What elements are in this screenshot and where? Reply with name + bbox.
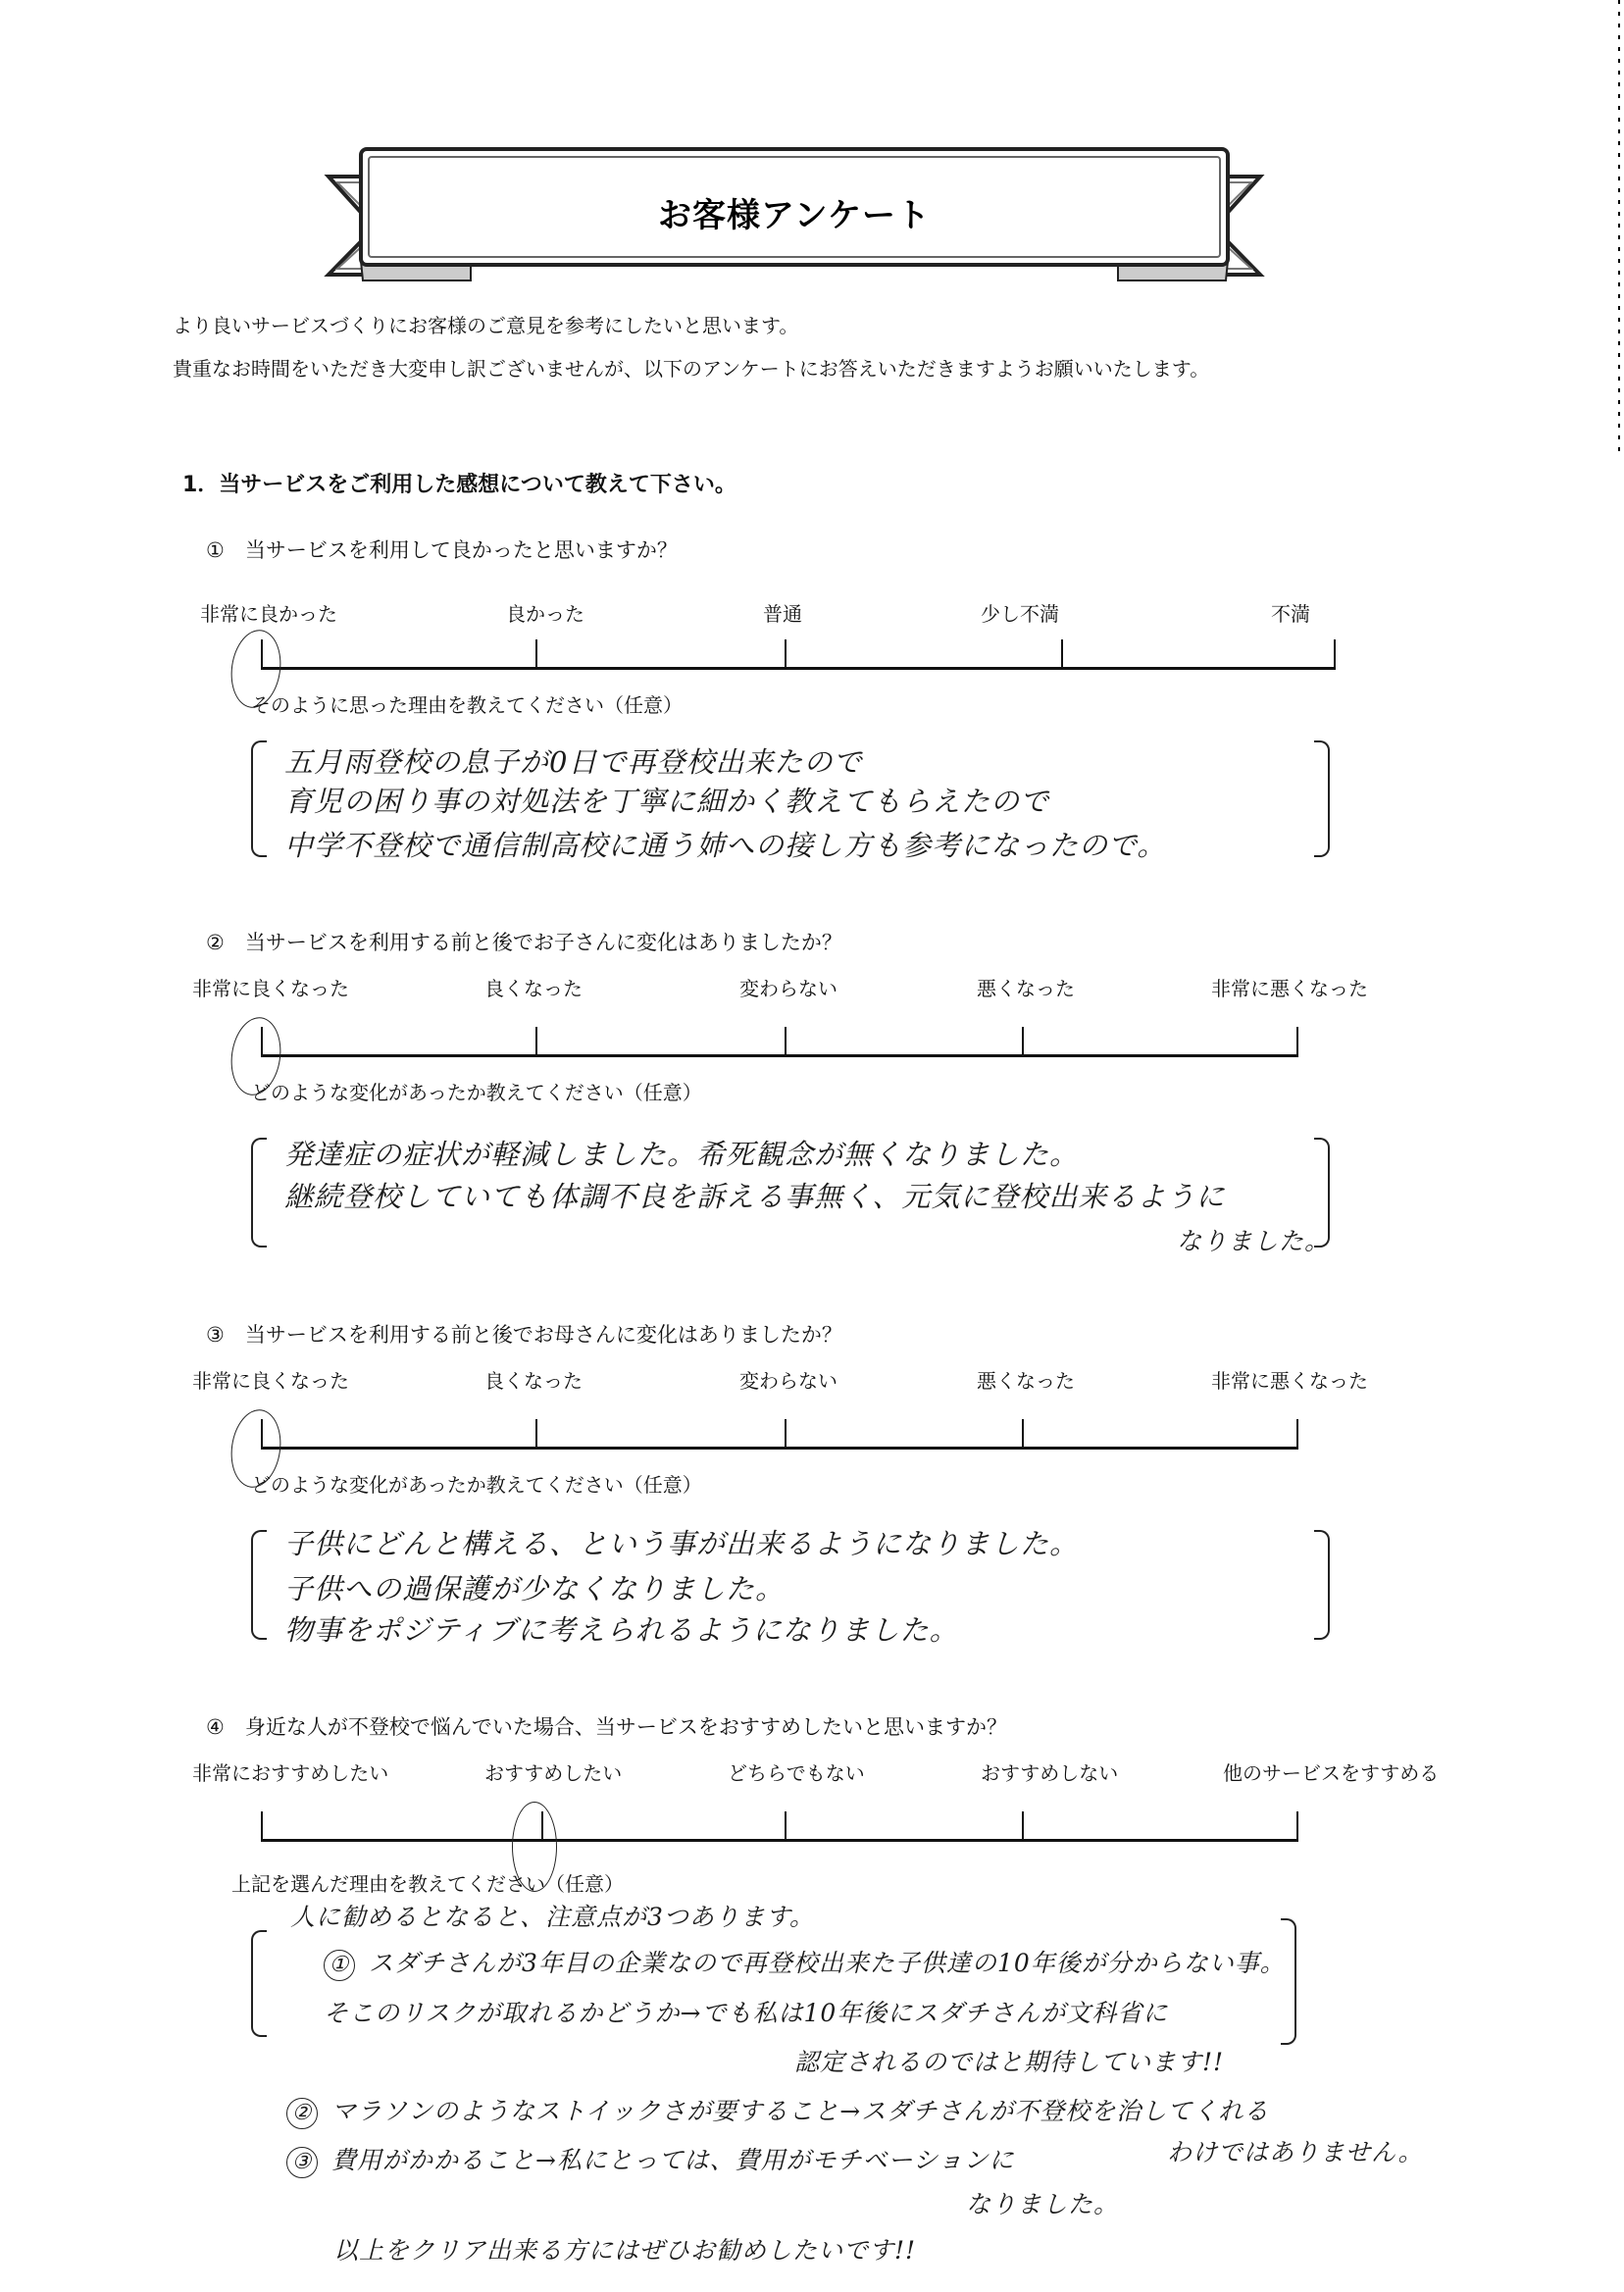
scale-tick[interactable] [1022, 1419, 1024, 1447]
comment-bracket-left [251, 1530, 267, 1640]
scale-tick[interactable] [535, 1027, 537, 1054]
handwritten-answer-text: スダチさんが3年目の企業なので再登校出来た子供達の10年後が分からない事。 [369, 1949, 1286, 1977]
scale-tick[interactable] [785, 1027, 787, 1054]
scale-tick[interactable] [261, 1811, 263, 1839]
scale-option-label[interactable]: 他のサービスをすすめる [1223, 1761, 1440, 1785]
scale-option-label[interactable]: 少し不満 [981, 602, 1059, 626]
handwritten-answer-text: そこのリスクが取れるかどうか→でも私は10年後にスダチさんが文科省に [324, 1999, 1169, 2027]
handwritten-answer-text: なりました。 [966, 2190, 1120, 2218]
handwritten-answer-text: わけではありません。 [1167, 2138, 1424, 2166]
scale-option-label[interactable]: おすすめしない [981, 1761, 1119, 1785]
scale-tick[interactable] [535, 639, 537, 667]
scale-option-label[interactable]: 悪くなった [977, 1369, 1075, 1393]
handwritten-answer-text: 費用がかかること→私にとっては、費用がモチベーションに [331, 2146, 1015, 2174]
circled-number-marker: ① [324, 1950, 355, 1981]
comment-prompt: どのような変化があったか教えてください（任意） [251, 1473, 702, 1497]
scale-tick[interactable] [785, 1811, 787, 1839]
rating-scale-line [261, 1839, 1298, 1842]
handwritten-answer-line: 子供にどんと構える、という事が出来るようになりました。 [284, 1527, 1080, 1560]
scan-edge-mark [1618, 0, 1620, 451]
scale-tick[interactable] [1022, 1027, 1024, 1054]
scale-tick[interactable] [1061, 639, 1063, 667]
handwritten-answer-line [333, 2231, 916, 2267]
scale-tick[interactable] [1296, 1419, 1298, 1447]
comment-bracket-right [1314, 740, 1330, 857]
intro-line-2: 貴重なお時間をいただき大変申し訳ございませんが、以下のアンケートにお答えいただきますようお願いいたします。 [173, 357, 1210, 381]
handwritten-answer-text: マラソンのようなストイックさが要すること→スダチさんが不登校を治してくれる [331, 2097, 1270, 2125]
handwritten-answer-line [324, 1994, 1168, 2029]
rating-scale-line [261, 1054, 1298, 1057]
scale-option-label[interactable]: 良くなった [484, 1369, 583, 1393]
handwritten-answer-line [966, 2185, 1119, 2220]
circled-number-marker: ② [286, 2098, 318, 2129]
scale-option-label[interactable]: 良くなった [484, 977, 583, 1000]
scale-tick[interactable] [1334, 639, 1336, 667]
scale-option-label[interactable]: 非常に良くなった [192, 1369, 349, 1393]
scale-option-label[interactable]: どちらでもない [728, 1761, 865, 1785]
scale-tick[interactable] [1022, 1811, 1024, 1839]
scale-option-label[interactable]: 変わらない [739, 1369, 837, 1393]
handwritten-answer-line [290, 1898, 815, 1933]
scale-tick[interactable] [785, 1419, 787, 1447]
question-text: ② 当サービスを利用する前と後でお子さんに変化はありましたか？ [206, 931, 842, 954]
scale-option-label[interactable]: 非常におすすめしたい [192, 1761, 389, 1785]
intro-line-1: より良いサービスづくりにお客様のご意見を参考にしたいと思います。 [173, 314, 799, 337]
survey-title: お客様アンケート [658, 196, 931, 235]
question-text: ① 当サービスを利用して良かったと思いますか？ [206, 538, 678, 562]
handwritten-answer-line [286, 2141, 1014, 2178]
comment-bracket-left [251, 740, 267, 857]
rating-scale-line [261, 667, 1336, 670]
handwritten-answer-line: 物事をポジティブに考えられるようになりました。 [284, 1613, 959, 1647]
scale-option-label[interactable]: 非常に良くなった [192, 977, 349, 1000]
handwritten-answer-line [286, 2092, 1269, 2129]
handwritten-answer-line [324, 1944, 1286, 1981]
handwritten-answer-line: 中学不登校で通信制高校に通う姉への接し方も参考になったので。 [284, 829, 1167, 862]
handwritten-answer-line: 発達症の症状が軽減しました。希死観念が無くなりました。 [284, 1138, 1080, 1171]
comment-prompt: そのように思った理由を教えてください（任意） [251, 693, 683, 717]
handwritten-answer-text: 人に勧めるとなると、注意点が3つあります。 [290, 1903, 815, 1931]
question-text: ③ 当サービスを利用する前と後でお母さんに変化はありましたか？ [206, 1323, 842, 1347]
scale-tick[interactable] [535, 1419, 537, 1447]
comment-bracket-left [251, 1138, 267, 1248]
handwritten-answer-line [794, 2043, 1224, 2078]
comment-prompt: 上記を選んだ理由を教えてください（任意） [231, 1872, 624, 1896]
scale-tick[interactable] [785, 639, 787, 667]
handwritten-answer-line: 育児の困り事の対処法を丁寧に細かく教えてもらえたので [284, 785, 1050, 818]
title-banner [324, 137, 1265, 284]
comment-prompt: どのような変化があったか教えてください（任意） [251, 1081, 702, 1104]
handwritten-answer-line [1167, 2133, 1424, 2168]
scale-option-label[interactable]: 普通 [763, 602, 802, 626]
scale-option-label[interactable]: 不満 [1271, 602, 1310, 626]
comment-bracket-right [1314, 1530, 1330, 1640]
comment-bracket-right [1281, 1918, 1296, 2045]
question-text: ④ 身近な人が不登校で悩んでいた場合、当サービスをおすすめしたいと思いますか？ [206, 1715, 1008, 1739]
scale-option-label[interactable]: 非常に良かった [200, 602, 337, 626]
scale-tick[interactable] [1296, 1027, 1298, 1054]
scale-option-label[interactable]: 非常に悪くなった [1211, 977, 1368, 1000]
section-title: 1．当サービスをご利用した感想について教えて下さい。 [182, 473, 736, 497]
handwritten-answer-text: 以上をクリア出来る方にはぜひお勧めしたいです!! [333, 2236, 917, 2265]
scale-tick[interactable] [1296, 1811, 1298, 1839]
comment-bracket-left [251, 1930, 267, 2037]
scale-option-label[interactable]: 良かった [506, 602, 584, 626]
scale-option-label[interactable]: 非常に悪くなった [1211, 1369, 1368, 1393]
handwritten-answer-text: 認定されるのではと期待しています!! [794, 2048, 1225, 2076]
handwritten-answer-line: 五月雨登校の息子が0日で再登校出来たので [284, 745, 863, 779]
handwritten-answer-line: 継続登校していても体調不良を訴える事無く、元気に登校出来るように [284, 1180, 1226, 1213]
handwritten-answer-line: 子供への過保護が少なくなりました。 [284, 1572, 786, 1605]
scale-option-label[interactable]: おすすめしたい [484, 1761, 623, 1785]
handwritten-answer-line: なりました。 [1177, 1227, 1331, 1255]
scale-option-label[interactable]: 悪くなった [977, 977, 1075, 1000]
rating-scale-line [261, 1447, 1298, 1450]
circled-number-marker: ③ [286, 2147, 318, 2178]
scale-option-label[interactable]: 変わらない [739, 977, 837, 1000]
